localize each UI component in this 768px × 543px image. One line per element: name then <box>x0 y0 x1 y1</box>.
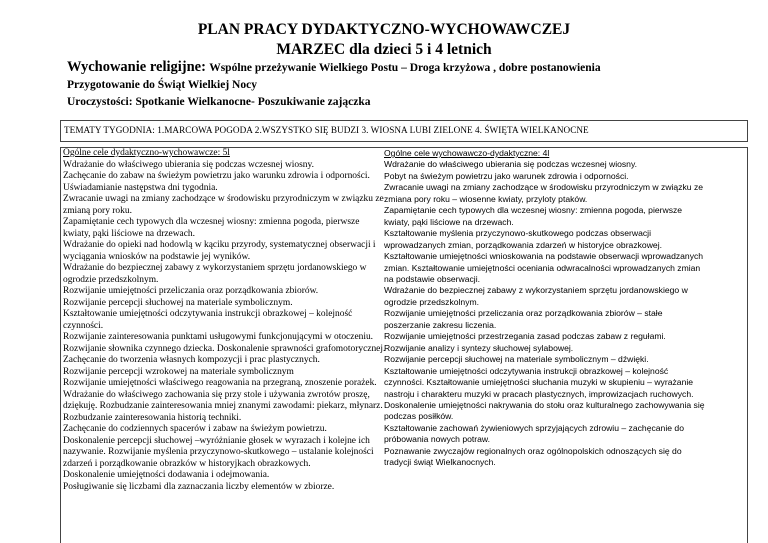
goal-line: Rozwijanie percepcji słuchowej na materiale symbolicznym – dźwięki. <box>384 354 649 365</box>
goal-line: Doskonalenie umiejętności nakrywania do stołu oraz kulturalnego zachowywania się <box>384 399 705 410</box>
goal-line: Zwracanie uwagi na zmiany zachodzące w środowisku przyrodniczym w związku ze <box>63 194 384 204</box>
goal-line: Zapamiętanie cech typowych dla wczesnej wiosny: zmienna pogoda, pierwsze <box>384 205 683 216</box>
goal-line: Rozwijanie percepcji słuchowej na materiale symbolicznym. <box>63 297 293 308</box>
goal-line: Wdrażanie do bezpiecznej zabawy z wykorzystaniem sprzętu jordanowskiego w <box>63 263 367 273</box>
goal-line: Rozwijanie analizy i syntezy słuchowej sylabowej. <box>384 342 574 353</box>
goal-line: Rozbudzanie zainteresowania historią techniki. <box>63 412 242 423</box>
goal-line: Zachęcanie do tworzenia własnych kompozycji i prac plastycznych. <box>63 355 320 365</box>
goal-line: Zachęcanie do codziennych spacerów i zabaw na świeżym powietrzu. <box>63 424 327 434</box>
religious-text: Wspólne przeżywanie Wielkiego Postu – Droga krzyżowa , dobre postanowienia <box>209 62 601 74</box>
goal-line: Wdrażanie do właściwego ubierania się podczas wczesnej wiosny. <box>384 159 638 170</box>
goal-line: ogrodzie przedszkolnym. <box>384 296 480 307</box>
goal-line: na podstawie obserwacji. <box>384 273 481 284</box>
goal-line: dziękuję. Rozbudzanie zainteresowania mniej znanymi zawodami: piekarz, młynarz. <box>63 401 383 411</box>
goal-line: kwiaty, pąki liściowe na drzewach. <box>63 228 195 239</box>
goal-line: Zachęcanie do zabaw na świeżym powietrzu jako warunku zdrowia i odporności. <box>63 171 370 181</box>
goals-5-year-olds <box>63 148 431 493</box>
goal-line: Posługiwanie się liczbami dla zaznaczania liczby elementów w zbiorze. <box>63 481 335 492</box>
goal-line: zmiana pory roku – wiosenne kwiaty, przyloty ptaków. <box>384 193 588 204</box>
goal-line: Pobyt na świeżym powietrzu jako warunek zdrowia i odporności. <box>384 170 629 181</box>
goal-line: zdarzeń i porządkowanie obrazków w historyjkach obrazkowych. <box>63 458 311 469</box>
goals-table <box>60 147 748 543</box>
goal-line: Wdrażanie do opieki nad hodowlą w kąciku przyrody, systematycznej obserwacji i <box>63 240 376 250</box>
goal-line: Kształtowanie umiejętności odczytywania instrukcji obrazkowej – kolejność <box>63 309 353 319</box>
goal-line: Rozwijanie umiejętności przestrzegania zasad podczas zabaw z regułami. <box>384 331 666 342</box>
column-heading: Ogólne cele dydaktyczno-wychowawcze: 5l <box>63 148 230 158</box>
goal-line: Wdrażanie do właściwego ubierania się podczas wczesnej wiosny. <box>63 159 314 170</box>
goal-line: kwiaty, pąki liściowe na drzewach. <box>384 216 514 227</box>
goal-line: Kształtowanie myślenia przyczynowo-skutkowego podczas obserwacji <box>384 228 652 239</box>
goal-line: Poznawanie zwyczajów regionalnych oraz ogólnopolskich odnoszących się do <box>384 445 682 456</box>
goal-line: Doskonalenie umiejętności dodawania i odejmowania. <box>63 470 270 480</box>
goal-line: Uświadamianie następstwa dni tygodnia. <box>63 182 218 193</box>
goal-line: Kształtowanie umiejętności odczytywania instrukcji obrazkowej – kolejność <box>384 365 669 376</box>
goal-line: nazywanie. Rozwijanie myślenia przyczynowo-skutkowego – ustalanie kolejności <box>63 447 374 457</box>
goal-line: zmian. Kształtowanie umiejętności oceniania odwracalności wprowadzanych zmian <box>384 262 701 273</box>
goal-line: ogrodzie przedszkolnym. <box>63 274 159 285</box>
goal-line: Kształtowanie zachowań żywieniowych sprzyjających zdrowiu – zachęcanie do <box>384 422 684 433</box>
goal-line: Rozwijanie percepcji wzrokowej na materiale symbolicznym <box>63 366 294 377</box>
goal-line: zmianą pory roku. <box>63 205 132 216</box>
goal-line: Rozwijanie umiejętności przeliczania oraz porządkowania zbiorów – stałe <box>384 308 663 319</box>
preparation-line: Przygotowanie do Świąt Wielkiej Nocy <box>67 79 257 91</box>
weekly-topics: TEMATY TYGODNIA: 1.MARCOWA POGODA 2.WSZYSTKO SIĘ BUDZI 3. WIOSNA LUBI ZIELONE 4. ŚWIĘTA WIELKANOCNE <box>64 125 589 135</box>
page-subtitle: MARZEC dla dzieci 5 i 4 letnich <box>276 41 492 58</box>
goal-line: czynności. <box>63 320 104 331</box>
goal-line: tradycji świąt Wielkanocnych. <box>384 457 496 468</box>
goals-4-year-olds <box>384 148 748 469</box>
goal-line: Rozwijanie słownika czynnego dziecka. Doskonalenie sprawności grafomotorycznej. <box>63 343 386 354</box>
goal-line: Kształtowanie umiejętności wnioskowania na podstawie obserwacji wprowadzanych <box>384 251 704 262</box>
goal-line: Rozwijanie umiejętności przeliczania oraz porządkowania zbiorów. <box>63 286 319 296</box>
goal-line: Doskonalenie percepcji słuchowej –wyróżnianie głosek w wyrazach i kolejne ich <box>63 435 370 446</box>
goal-line: Rozwijanie umiejętności właściwego reagowania na przegraną, znoszenie porażek. <box>63 378 377 388</box>
goal-line: podczas posiłków. <box>384 411 454 422</box>
goal-line: nastroju i charakteru muzyki w pracach plastycznych, improwizacjach ruchowych. <box>384 388 694 399</box>
weekly-topics-box <box>60 120 748 142</box>
goal-line: Wdrażanie do właściwego zachowania się przy stole i używania zwrotów proszę, <box>63 389 370 400</box>
goal-line: Wdrażanie do bezpiecznej zabawy z wykorzystaniem sprzętu jordanowskiego w <box>384 285 688 296</box>
goal-line: wyciągania wniosków na podstawie jej wyników. <box>63 251 251 262</box>
goal-line: czynności. Kształtowanie umiejętności słuchania muzyki w skupieniu – wyrażanie <box>384 377 694 388</box>
goal-line: poszerzanie zakresu liczenia. <box>384 319 497 330</box>
celebrations-line: Uroczystości: Spotkanie Wielkanocne- Poszukiwanie zajączka <box>67 96 371 108</box>
goal-line: Zapamiętanie cech typowych dla wczesnej wiosny: zmienna pogoda, pierwsze <box>63 217 360 227</box>
goal-line: Rozwijanie zainteresowania punktami usługowymi funkcjonującymi w otoczeniu. <box>63 332 374 342</box>
page-title: PLAN PRACY DYDAKTYCZNO-WYCHOWAWCZEJ <box>197 21 571 38</box>
religious-education-line <box>67 58 601 77</box>
religious-label: Wychowanie religijne: <box>67 59 206 75</box>
column-heading: Ogólne cele wychowawczo-dydaktyczne: 4l <box>384 148 550 158</box>
goal-line: próbowania nowych potraw. <box>384 434 491 445</box>
goal-line: Zwracanie uwagi na zmiany zachodzące w środowisku przyrodniczym w związku ze <box>384 182 704 193</box>
goal-line: wprowadzanych zmian, porządkowania zdarzeń w historyjce obrazkowej. <box>384 239 662 250</box>
